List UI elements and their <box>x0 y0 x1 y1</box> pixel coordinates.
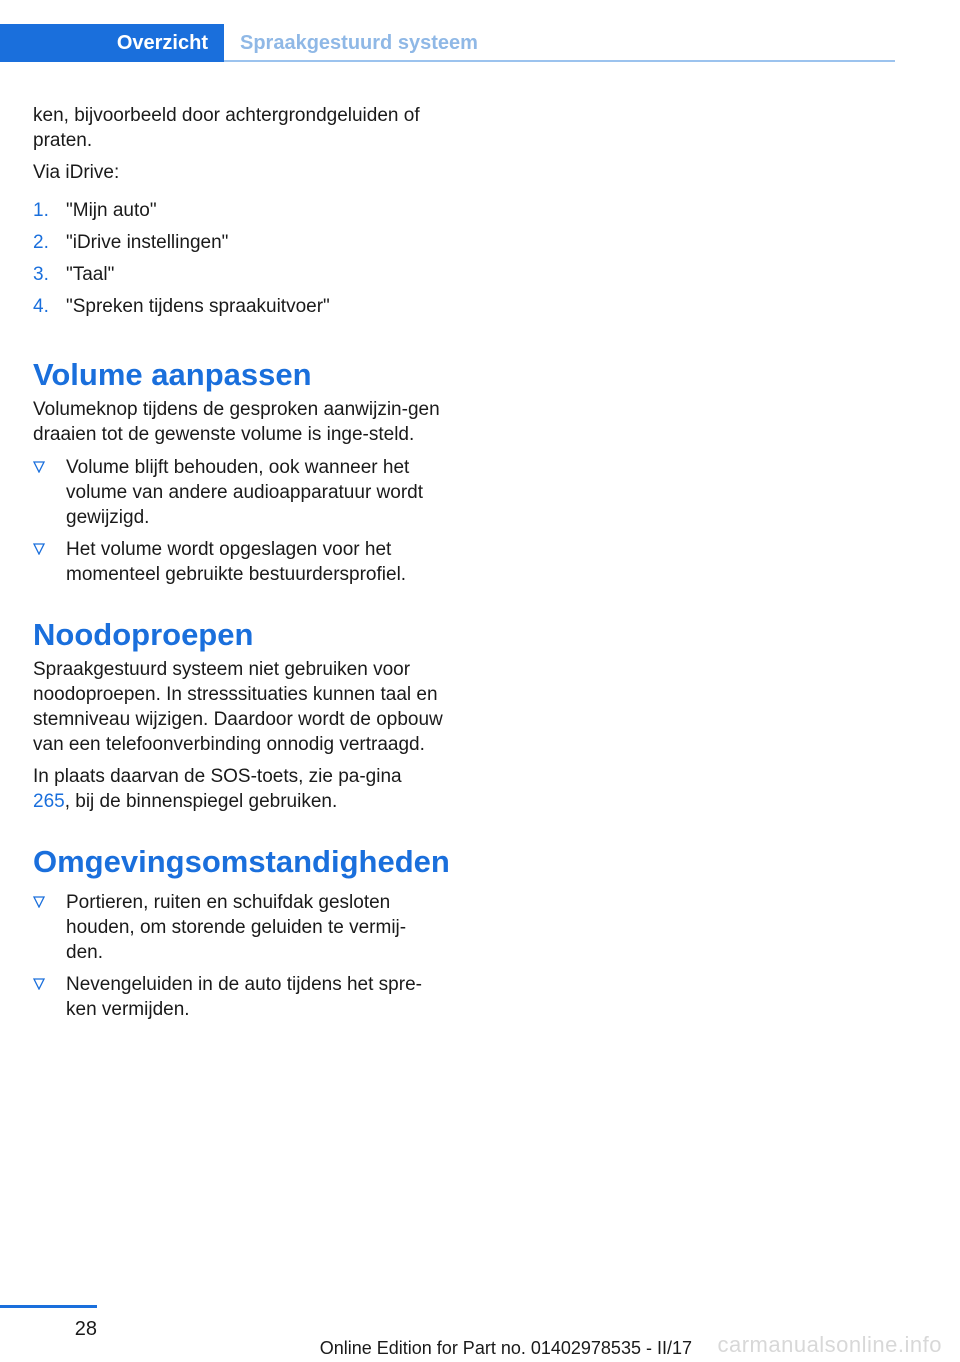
page-header <box>0 24 895 62</box>
triangle-bullet-icon <box>33 461 45 473</box>
heading-noodoproepen: Noodoproepen <box>33 617 254 652</box>
heading-omgevingsomstandigheden: Omgevingsomstandigheden <box>33 844 450 879</box>
step-text: "Mijn auto" <box>66 200 157 221</box>
tab-overzicht[interactable]: Overzicht <box>0 24 224 62</box>
volume-bullets <box>33 455 443 587</box>
bullet-text: Volume blijft behouden, ook wanneer het volume van andere audioapparatuur wordt gewijzigd. <box>66 457 424 528</box>
triangle-bullet-icon <box>33 896 45 908</box>
triangle-bullet-icon <box>33 978 45 990</box>
watermark: carmanualsonline.info <box>717 1332 942 1357</box>
step-number: 3. <box>33 264 49 285</box>
alt-text-before: In plaats daarvan de SOS-toets, zie pa-gina <box>33 766 402 787</box>
tab-spraakgestuurd-systeem[interactable]: Spraakgestuurd systeem <box>240 32 478 54</box>
list-item <box>33 890 443 965</box>
bullet-text: Portieren, ruiten en schuifdak gesloten houden, om storende geluiden te vermij-den. <box>66 892 407 963</box>
edition-note: Online Edition for Part no. 01402978535 - II/17 <box>319 1338 692 1358</box>
list-item <box>33 537 443 587</box>
triangle-bullet-icon <box>33 543 45 555</box>
step-number: 2. <box>33 232 49 253</box>
step-text: "iDrive instellingen" <box>66 232 229 253</box>
step-item <box>33 198 443 223</box>
emergency-alternative <box>33 764 443 814</box>
idrive-steps <box>33 198 443 319</box>
alt-text-after: , bij de binnenspiegel gebruiken. <box>64 791 338 812</box>
step-item <box>33 294 443 319</box>
list-item <box>33 972 443 1022</box>
page-link-265[interactable]: 265 <box>33 791 65 812</box>
step-item <box>33 262 443 287</box>
footer-rule <box>0 1305 97 1308</box>
header-rule <box>224 60 895 62</box>
step-item <box>33 230 443 255</box>
volume-paragraph: Volumeknop tijdens de gesproken aanwijzin-gen draaien tot de gewenste volume is inge-steld. <box>33 399 440 445</box>
environment-bullets <box>33 890 443 1022</box>
step-text: "Spreken tijdens spraakuitvoer" <box>66 296 330 317</box>
heading-volume-aanpassen: Volume aanpassen <box>33 357 312 392</box>
list-item <box>33 455 443 530</box>
step-text: "Taal" <box>66 264 115 285</box>
bullet-text: Het volume wordt opgeslagen voor het momenteel gebruikte bestuurdersprofiel. <box>66 539 407 585</box>
intro-paragraph: ken, bijvoorbeeld door achtergrondgeluiden of praten. <box>33 105 420 151</box>
bullet-text: Nevengeluiden in de auto tijdens het spre-ken vermijden. <box>66 974 422 1020</box>
page-number: 28 <box>74 1318 97 1340</box>
via-idrive-label: Via iDrive: <box>33 162 120 183</box>
content-column <box>33 103 450 1029</box>
step-number: 1. <box>33 200 49 221</box>
step-number: 4. <box>33 296 49 317</box>
emergency-paragraph: Spraakgestuurd systeem niet gebruiken voor noodoproepen. In stresssituaties kunnen taal en stemniveau wijzigen. Daardoor wordt de opbouw van een telefoonverbinding onnodig vertraagd. <box>33 659 443 755</box>
